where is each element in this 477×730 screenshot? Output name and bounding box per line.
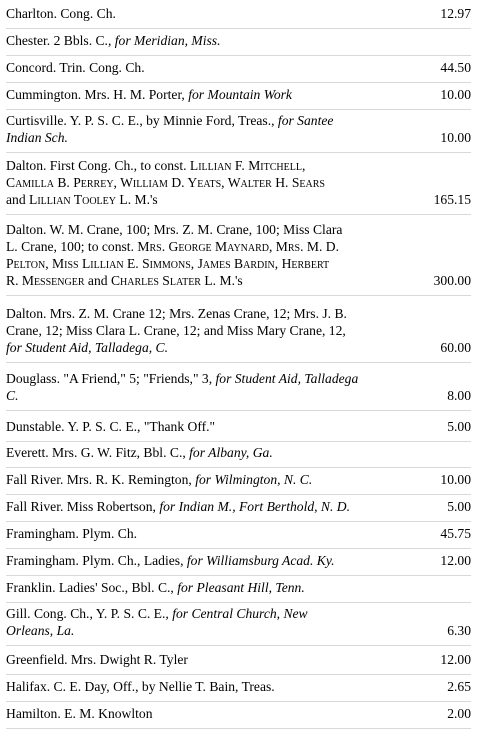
entry-text: Hamilton. E. M. Knowlton: [6, 706, 153, 721]
ledger-entry: [6, 305, 471, 363]
entry-amount: 165.15: [433, 192, 471, 207]
entry-text: Halifax. C. E. Day, Off., by Nellie T. Bain, Treas.: [6, 679, 275, 694]
entry-amount: 8.00: [447, 388, 471, 403]
entry-text: Framingham. Plym. Ch., Ladies, for Williamsburg Acad. Ky.: [6, 553, 335, 568]
ledger-entry: [6, 86, 471, 110]
entry-text: Fall River. Mrs. R. K. Remington, for Wilmington, N. C.: [6, 472, 313, 487]
entry-amount: 5.00: [447, 419, 471, 434]
entry-text: Franklin. Ladies' Soc., Bbl. C., for Pleasant Hill, Tenn.: [6, 580, 305, 595]
entry-text: Dalton. W. M. Crane, 100; Mrs. Z. M. Crane, 100; Miss Clara L. Crane, 100; to const. Mrs. George Maynard, Mrs. M. D. Pelton, Miss Lillian E. Simmons, James Bardin, Herbert R. Messenger and Charles Slater L. M.'s: [6, 222, 343, 288]
ledger-entry: [6, 157, 471, 215]
entry-text: Cummington. Mrs. H. M. Porter, for Mountain Work: [6, 87, 292, 102]
entry-text: Gill. Cong. Ch., Y. P. S. C. E., for Central Church, New Orleans, La.: [6, 606, 308, 638]
ledger-entry: [6, 498, 471, 522]
entry-text: Concord. Trin. Cong. Ch.: [6, 60, 145, 75]
entry-amount: 60.00: [440, 340, 471, 355]
ledger-entry: [6, 678, 471, 702]
entry-text: Greenfield. Mrs. Dwight R. Tyler: [6, 652, 188, 667]
entry-text: Chester. 2 Bbls. C., for Meridian, Miss.: [6, 33, 221, 48]
entry-text: Dalton. Mrs. Z. M. Crane 12; Mrs. Zenas Crane, 12; Mrs. J. B. Crane, 12; Miss Clara L. Crane, 12; and Miss Mary Crane, 12, for Student Aid, Talladega, C.: [6, 306, 347, 355]
entry-amount: 6.30: [447, 623, 471, 638]
ledger-entry: [6, 552, 471, 576]
entry-amount: 10.00: [440, 130, 471, 145]
ledger-entry: [6, 370, 471, 411]
ledger-entry: [6, 5, 471, 29]
ledger-entry: [6, 471, 471, 495]
ledger-entry: [6, 221, 471, 296]
ledger-entry: [6, 444, 471, 468]
ledger-entry: [6, 525, 471, 549]
ledger-entry: [6, 579, 471, 603]
ledger-entry: [6, 112, 471, 153]
entry-text: Douglass. "A Friend," 5; "Friends," 3, for Student Aid, Talladega C.: [6, 371, 359, 403]
ledger-entry: [6, 605, 471, 646]
entry-text: Dalton. First Cong. Ch., to const. Lillian F. Mitchell, Camilla B. Perrey, William D. Yeats, Walter H. Sears and Lillian Tooley L. M.'s: [6, 158, 325, 207]
entry-text: Curtisville. Y. P. S. C. E., by Minnie Ford, Treas., for Santee Indian Sch.: [6, 113, 334, 145]
entry-text: Framingham. Plym. Ch.: [6, 526, 138, 541]
entry-amount: 10.00: [440, 472, 471, 487]
entry-amount: 45.75: [440, 526, 471, 541]
ledger-entry: [6, 418, 471, 442]
entry-amount: 2.65: [447, 679, 471, 694]
entry-text: Dunstable. Y. P. S. C. E., "Thank Off.": [6, 419, 216, 434]
entry-text: Everett. Mrs. G. W. Fitz, Bbl. C., for Albany, Ga.: [6, 445, 273, 460]
entry-amount: 12.97: [440, 6, 471, 21]
entry-amount: 10.00: [440, 87, 471, 102]
entry-amount: 12.00: [440, 553, 471, 568]
ledger-entry: [6, 59, 471, 83]
entry-amount: 300.00: [433, 273, 471, 288]
entry-amount: 2.00: [447, 706, 471, 721]
entry-amount: 12.00: [440, 652, 471, 667]
entry-amount: 5.00: [447, 499, 471, 514]
ledger-entry: [6, 32, 471, 56]
entry-text: Fall River. Miss Robertson, for Indian M., Fort Berthold, N. D.: [6, 499, 351, 514]
ledger-entry: [6, 651, 471, 675]
entry-text: Charlton. Cong. Ch.: [6, 6, 116, 21]
entry-amount: 44.50: [440, 60, 471, 75]
ledger-entry: [6, 705, 471, 729]
